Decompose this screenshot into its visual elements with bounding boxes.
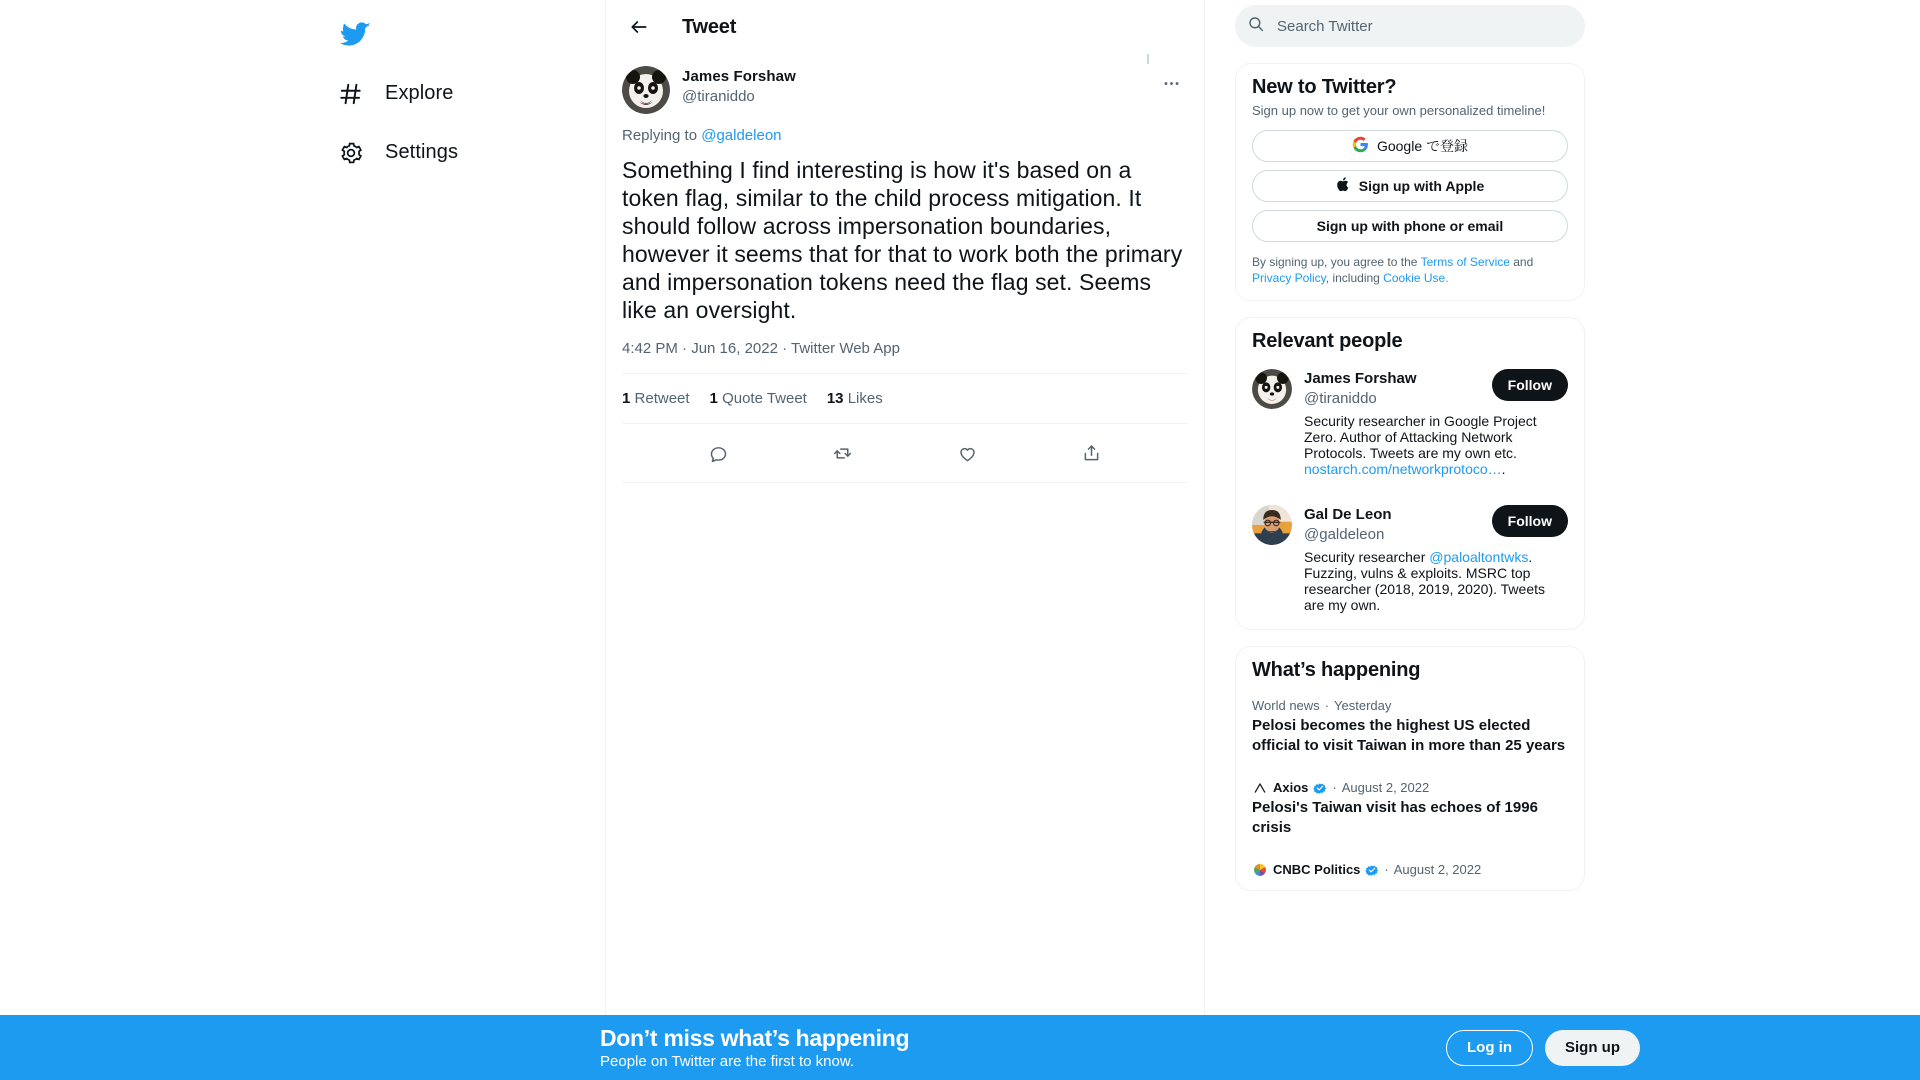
signup-banner [0,1015,1920,1080]
replying-to-prefix: Replying to [622,127,702,144]
trend-title: Pelosi becomes the highest US elected official to visit Taiwan in more than 25 years [1252,717,1566,754]
trend-meta [1252,862,1568,878]
signup-google-label: Google で登録 [1376,138,1469,154]
relevant-person-top [1304,369,1568,409]
signup-button[interactable]: Sign up [1545,1030,1640,1066]
more-horizontal-icon[interactable] [1154,66,1188,100]
signup-banner-texts [600,1024,909,1072]
relevant-person-bio [1304,549,1568,625]
signup-banner-title: Don’t miss what’s happening [600,1024,910,1051]
signup-apple-label: Sign up with Apple [1358,178,1485,194]
likes-stat[interactable] [827,390,883,407]
relevant-person[interactable] [1236,357,1584,493]
replying-to [622,127,1188,144]
likes-count: 13 [826,390,844,407]
legal-and: and [1509,255,1534,269]
retweet-icon[interactable] [826,436,860,470]
follow-button[interactable]: Follow [1492,369,1568,401]
page-title: Tweet [682,15,737,38]
trend-item[interactable] [1236,768,1584,850]
tweet-timestamp: 4:42 PM · Jun 16, 2022 · Twitter Web App [622,340,900,357]
trend-separator: · [1384,862,1389,877]
tweet-author-row [622,54,1188,114]
relevant-person[interactable] [1236,493,1584,629]
signup-apple-button[interactable] [1252,170,1568,202]
twitter-bird-icon[interactable] [330,8,382,60]
verified-badge-icon [1365,863,1379,877]
tweet-author-name: James Forshaw [682,68,796,85]
relevant-person-bio [1304,413,1568,489]
trend-category: World news [1252,698,1320,713]
search-bar[interactable] [1235,5,1585,47]
trend-source: Axios [1273,780,1309,795]
relevant-person-identity[interactable] [1304,369,1417,409]
relevant-person-bio-pre: Security researcher [1304,549,1430,565]
trend-separator: · [1324,698,1330,713]
legal-including: , including [1325,271,1384,285]
cnbc-logo-icon [1252,862,1268,878]
right-sidebar [1205,0,1595,1080]
relevant-person-top [1304,505,1568,545]
terms-of-service-link[interactable]: Terms of Service [1420,255,1510,269]
follow-button[interactable]: Follow [1492,505,1568,537]
quote-tweet-stat[interactable] [710,390,807,407]
avatar[interactable] [1252,505,1292,545]
sidebar-item-settings[interactable] [330,127,474,178]
relevant-person-handle: @tiraniddo [1304,390,1377,407]
reply-icon[interactable] [701,436,735,470]
retweet-label: Retweet [634,390,690,407]
likes-label: Likes [847,390,883,407]
tweet-text: Something I find interesting is how it's based on a token flag, similar to the child process mitigation. It should follow across impersonation boundaries, however it seems that for that to work both the primary and impersonation tokens need the flag set. Seems like an oversight. [622,157,1183,323]
legal-prefix: By signing up, you agree to the [1252,255,1421,269]
trend-meta [1252,780,1568,796]
privacy-policy-link[interactable]: Privacy Policy [1252,271,1326,285]
like-icon[interactable] [950,436,984,470]
relevant-people-title: Relevant people [1252,330,1403,352]
signup-phone-email-button[interactable] [1252,210,1568,242]
search-input[interactable] [1277,18,1573,35]
relevant-person-handle: @galdeleon [1304,526,1385,543]
relevant-person-bio-link[interactable]: nostarch.com/networkprotoco… [1304,461,1502,477]
relevant-person-bio-post: . Fuzzing, vulns & exploits. MSRC top researcher (2018, 2019, 2020). Tweets are my own. [1304,549,1546,613]
google-icon [1352,136,1369,156]
whats-happening-card [1235,646,1585,891]
axios-logo-icon [1252,780,1268,796]
relevant-person-name: James Forshaw [1304,370,1417,387]
relevant-person-bio-mention[interactable]: @paloaltontwks [1429,549,1529,565]
retweet-count: 1 [622,390,631,407]
signup-banner-subtitle: People on Twitter are the first to know. [600,1052,855,1070]
tweet-author-handle: @tiraniddo [682,88,755,105]
signup-google-button[interactable] [1252,130,1568,162]
quote-tweet-count: 1 [709,390,718,407]
tweet-detail-column [605,0,1205,1080]
relevant-person-bio-text: Security researcher in Google Project Zero. Author of Attacking Network Protocols. Tweets are my own etc. [1304,413,1537,461]
relevant-person-body [1304,369,1568,489]
trend-meta [1252,698,1568,714]
avatar[interactable] [622,66,670,114]
relevant-person-identity[interactable] [1304,505,1392,545]
trend-time: August 2, 2022 [1341,780,1430,795]
cookie-use-link[interactable]: Cookie Use. [1383,271,1449,285]
relevant-person-body [1304,505,1568,625]
share-icon[interactable] [1075,436,1109,470]
new-to-twitter-card [1235,63,1585,301]
trend-source: CNBC Politics [1273,862,1361,877]
verified-badge-icon [1313,781,1327,795]
tweet-header [606,0,1204,54]
signup-banner-buttons [1446,1030,1640,1066]
hashtag-icon [336,79,366,109]
sidebar-item-explore[interactable] [330,68,470,119]
trend-separator: · [1332,780,1337,795]
quote-tweet-label: Quote Tweet [722,390,807,407]
sidebar-item-label: Explore [385,82,454,104]
trend-time: August 2, 2022 [1393,862,1482,877]
login-button[interactable]: Log in [1446,1030,1533,1066]
left-navigation [0,0,605,1080]
whats-happening-title: What’s happening [1252,659,1421,681]
signup-legal-text [1236,250,1584,300]
trend-time: Yesterday [1334,698,1392,713]
search-icon [1247,15,1265,38]
relevant-person-bio-tail: . [1501,461,1506,477]
new-to-twitter-title: New to Twitter? [1252,76,1397,98]
tweet-article [606,54,1204,483]
gear-icon [336,138,366,168]
tweet-stats-row [622,373,1188,424]
retweet-stat[interactable] [622,390,690,407]
back-arrow-icon[interactable] [622,10,656,44]
trend-title: Pelosi's Taiwan visit has echoes of 1996 crisis [1252,799,1538,836]
signup-phone-email-label: Sign up with phone or email [1316,218,1504,234]
replying-to-handle[interactable]: @galdeleon [701,127,782,144]
trend-item[interactable] [1236,686,1584,768]
tweet-actions-row [622,424,1188,483]
new-to-twitter-subtitle: Sign up now to get your own personalized timeline! [1252,103,1546,118]
tweet-author-names[interactable] [682,66,796,107]
apple-icon [1336,176,1351,196]
trend-item[interactable] [1236,850,1584,890]
relevant-person-name: Gal De Leon [1304,506,1392,523]
thread-connector [1147,54,1149,64]
avatar[interactable] [1252,369,1292,409]
relevant-people-card [1235,317,1585,630]
sidebar-item-label: Settings [385,141,459,163]
